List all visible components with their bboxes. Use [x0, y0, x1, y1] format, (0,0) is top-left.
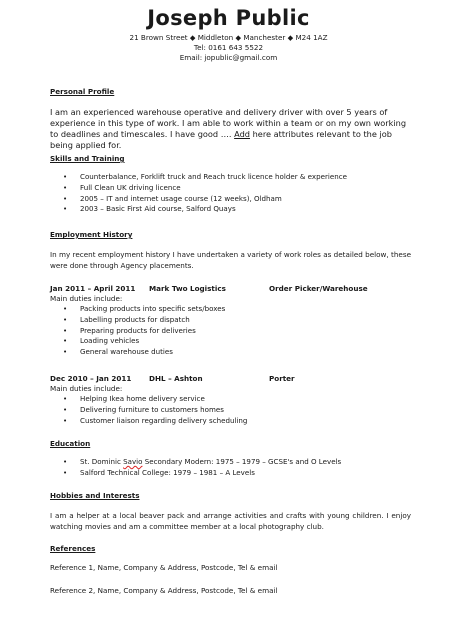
list-item: • Salford Technical College: 1979 – 1981 – A Levels [63, 467, 255, 477]
contact-email[interactable]: Email: jopublic@gmail.com [179, 53, 278, 62]
job-header [50, 374, 411, 384]
spellcheck-flag: Savio [123, 457, 143, 466]
profile-section [50, 87, 411, 151]
skills-list [50, 172, 411, 215]
list-item: • Helping Ikea home delivery service [63, 394, 205, 403]
list-item: • Packing products into specific sets/boxes [63, 304, 226, 313]
profile-text-main: I am an experienced warehouse operative and delivery driver with over 5 years of experience in this type of work. I am able to work within a team or on my own working to deadlines and timescales. I have good …. [50, 107, 407, 139]
duties-label: Main duties include: [50, 294, 123, 303]
bullet-icon: • [63, 194, 68, 203]
education-list [50, 457, 411, 479]
references-section [50, 544, 411, 596]
job-role: Order Picker/Warehouse [269, 284, 368, 293]
job-dates: Jan 2011 – April 2011 [50, 284, 136, 293]
contact-address: 21 Brown Street ◆ Middleton ◆ Manchester ◆ M24 1AZ [129, 33, 328, 42]
employment-heading: Employment History [50, 230, 133, 239]
list-item: • St. Dominic Savio Secondary Modern: 1975 – 1979 – GCSE's and O Levels [63, 457, 342, 466]
bullet-icon: • [63, 326, 68, 335]
education-heading: Education [50, 439, 91, 448]
bullet-icon: • [63, 205, 68, 214]
employment-section [50, 230, 411, 271]
references-heading: References [50, 544, 96, 553]
hobbies-text: I am a helper at a local beaver pack and arrange activities and crafts with young children. I enjoy watching movies and am a committee member at a local photography club. [50, 511, 411, 531]
profile-heading: Personal Profile [50, 87, 115, 96]
bullet-icon: • [63, 458, 68, 466]
hobbies-heading: Hobbies and Interests [50, 491, 140, 500]
list-item: • 2003 – Basic First Aid course, Salford Quays [63, 204, 236, 214]
employment-intro: In my recent employment history I have undertaken a variety of work roles as detailed below, these were done through Agency placements. [50, 250, 411, 270]
skills-section [50, 154, 411, 215]
list-item: • Preparing products for deliveries [63, 325, 196, 335]
list-item: • Loading vehicles [63, 336, 140, 346]
education-section [50, 439, 411, 479]
bullet-icon: • [63, 416, 68, 425]
list-item: • 2005 – IT and internet usage course (12 weeks), Oldham [63, 193, 282, 203]
bullet-icon: • [63, 337, 68, 346]
bullet-icon: • [63, 183, 68, 192]
bullet-icon: • [63, 348, 68, 357]
reference-item: Reference 1, Name, Company & Address, Postcode, Tel & email [50, 563, 278, 572]
skills-heading: Skills and Training [50, 154, 125, 163]
list-item: • Labelling products for dispatch [63, 314, 190, 324]
bullet-icon: • [63, 315, 68, 324]
bullet-icon: • [63, 405, 68, 414]
reference-item: Reference 2, Name, Company & Address, Postcode, Tel & email [50, 586, 278, 595]
bullet-icon: • [63, 305, 68, 313]
job-header [50, 284, 411, 294]
candidate-name: Joseph Public [147, 6, 310, 30]
list-item: • Counterbalance, Forklift truck and Reach truck licence holder & experience [63, 172, 347, 181]
duties-list [50, 394, 411, 426]
duties-list [50, 304, 411, 358]
job-dates: Dec 2010 – Jan 2011 [50, 374, 132, 383]
contact-tel: Tel: 0161 643 5522 [193, 43, 264, 52]
job-company: DHL – Ashton [149, 374, 203, 383]
list-item: • Delivering furniture to customers homes [63, 404, 224, 414]
list-item: • Full Clean UK driving licence [63, 182, 181, 192]
profile-text-add: Add [234, 129, 250, 139]
job-company: Mark Two Logistics [149, 284, 226, 293]
bullet-icon: • [63, 468, 68, 477]
duties-label: Main duties include: [50, 384, 123, 393]
job-role: Porter [269, 374, 295, 383]
profile-text-tail: here attributes relevant to the job being applied for. [50, 129, 392, 150]
job-entry [50, 374, 411, 426]
profile-text [50, 107, 411, 151]
list-item: • General warehouse duties [63, 347, 173, 357]
hobbies-section [50, 491, 411, 532]
bullet-icon: • [63, 395, 68, 403]
list-item: • Customer liaison regarding delivery scheduling [63, 415, 248, 425]
bullet-icon: • [63, 173, 68, 181]
job-entry [50, 284, 411, 358]
